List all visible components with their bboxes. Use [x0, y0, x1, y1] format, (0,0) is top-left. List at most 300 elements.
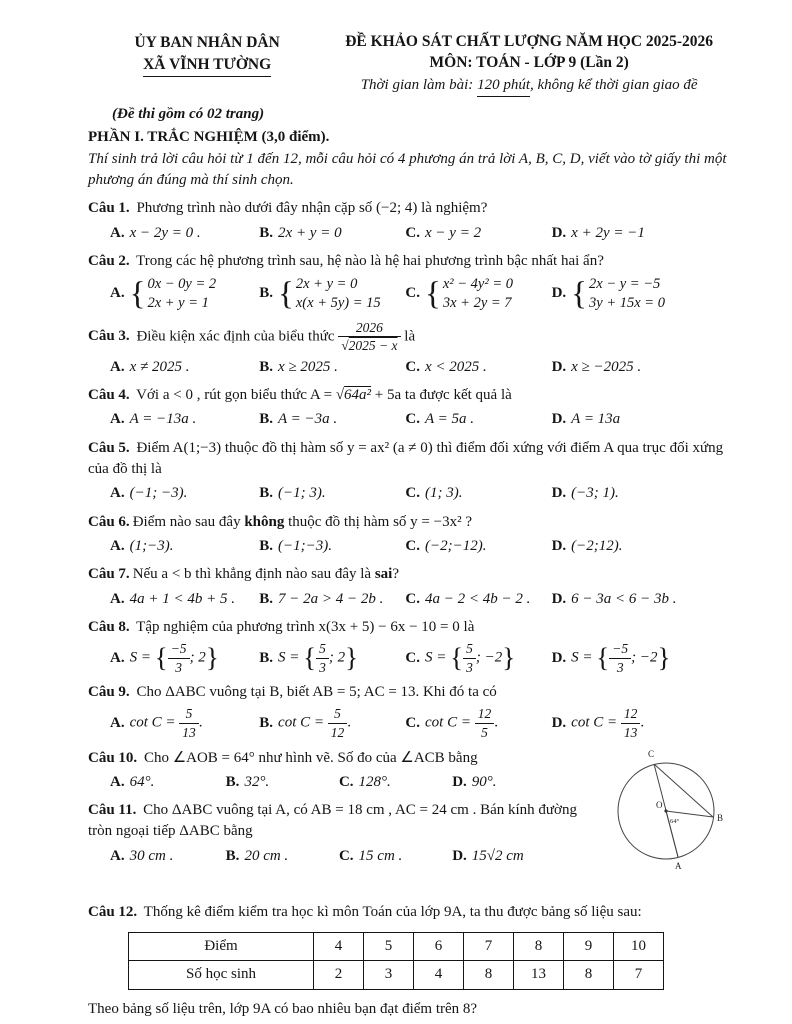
option-c	[405, 706, 551, 740]
question-1	[88, 198, 732, 244]
option-text: 20 cm .	[244, 847, 289, 864]
question-6-text-post: thuộc đồ thị hàm số y = −3x² ?	[284, 513, 473, 530]
duration-minutes: 120 phút	[477, 75, 530, 97]
count-cell: 8	[464, 961, 514, 989]
option-a	[110, 357, 259, 378]
option-a	[110, 275, 259, 313]
option-c	[339, 846, 452, 867]
question-9-text: Cho ΔABC vuông tại B, biết AB = 5; AC = 13. Khi đó ta có	[136, 684, 497, 701]
option-a	[110, 589, 259, 610]
option-text: (−1; −3).	[129, 485, 188, 502]
authority-line2	[88, 54, 326, 78]
option-text: A = −13a .	[129, 411, 197, 428]
system-line1: 2x + y = 0	[295, 276, 358, 293]
option-text: 4a + 1 < 4b + 5 .	[129, 590, 235, 607]
option-letter: C.	[338, 773, 354, 790]
radicand: 2025 − x	[348, 338, 398, 354]
option-text: 7 − 2a > 4 − 2b .	[278, 590, 384, 607]
option-text: (−3; 1).	[571, 485, 619, 502]
equation-system	[130, 275, 217, 313]
question-9	[88, 682, 732, 740]
question-11-options	[88, 846, 592, 867]
circle-figure	[606, 743, 732, 875]
system-line1: x² − 4y² = 0	[442, 276, 513, 293]
option-letter: B.	[259, 537, 274, 554]
question-4-text-pre: Với a < 0 , rút gọn biểu thức A =	[136, 387, 333, 404]
option-d	[552, 483, 732, 504]
option-letter: D.	[452, 773, 467, 790]
set-rest: ; 2	[328, 649, 346, 666]
option-letter: B.	[259, 411, 274, 428]
brace-icon: }	[502, 642, 516, 673]
set-prefix: S =	[278, 649, 300, 666]
fraction	[179, 706, 199, 740]
option-suffix: .	[347, 714, 351, 731]
question-9-options	[88, 706, 732, 740]
questions-10-11-column	[88, 741, 592, 882]
option-b	[259, 223, 405, 244]
option-a	[110, 641, 259, 675]
score-cell: 4	[314, 933, 364, 961]
set-prefix: S =	[571, 649, 593, 666]
option-d	[452, 846, 592, 867]
option-letter: A.	[110, 714, 125, 731]
question-4-stem	[88, 385, 732, 406]
equation-system	[278, 275, 381, 313]
option-letter: A.	[110, 649, 125, 666]
option-c	[405, 483, 551, 504]
question-8-stem	[88, 617, 732, 638]
option-letter: A.	[110, 590, 125, 607]
option-letter: B.	[225, 847, 240, 864]
option-letter: D.	[551, 411, 567, 428]
count-cell: 7	[614, 961, 664, 989]
cot-prefix: cot C =	[571, 714, 618, 731]
brace-icon: {	[303, 642, 317, 673]
exam-title-block	[326, 32, 732, 97]
question-3-stem	[88, 320, 732, 354]
question-12-label: Câu 12.	[88, 903, 138, 920]
issuing-authority	[88, 32, 326, 97]
fraction-numerator: −5	[168, 641, 190, 659]
score-table	[128, 932, 664, 990]
count-row-header: Số học sinh	[129, 961, 314, 989]
fraction	[328, 706, 348, 740]
option-a	[110, 772, 226, 793]
option-b	[226, 772, 339, 793]
part-title: PHẦN I. TRẮC NGHIỆM (3,0 điểm).	[88, 129, 330, 146]
fraction-denominator: 3	[319, 659, 326, 675]
score-table-row-scores	[129, 933, 664, 961]
authority-line1: ỦY BAN NHÂN DÂN	[134, 34, 280, 51]
question-1-text: Phương trình nào dưới đây nhận cặp số (−2; 4) là nghiệm?	[136, 200, 488, 217]
option-b	[259, 275, 405, 313]
brace-icon: {	[571, 275, 588, 312]
option-b	[259, 483, 405, 504]
option-letter: D.	[551, 485, 567, 502]
option-letter: D.	[551, 224, 567, 241]
question-11-text: Cho ΔABC vuông tại A, có AB = 18 cm , AC = 24 cm . Bán kính đường tròn ngoại tiếp ΔABC bằng	[88, 802, 577, 840]
question-7-emphasis: sai	[374, 566, 393, 583]
question-10-text: Cho ∠AOB = 64° như hình vẽ. Số đo của ∠ACB bằng	[143, 749, 478, 766]
option-letter: C.	[405, 224, 421, 241]
question-8-label: Câu 8.	[88, 618, 130, 635]
sqrt-expression	[336, 387, 371, 403]
count-cell: 8	[564, 961, 614, 989]
pages-note: (Đề thi gồm có 02 trang)	[112, 106, 265, 123]
fraction-denominator: 3	[466, 659, 473, 675]
option-text: 90°.	[471, 773, 497, 790]
option-c	[405, 409, 551, 430]
option-letter: B.	[259, 714, 274, 731]
system-line2: 2x + y = 1	[147, 295, 209, 312]
option-b	[259, 536, 405, 557]
fraction-denominator: 13	[182, 725, 196, 740]
option-letter: C.	[405, 485, 421, 502]
score-cell: 6	[414, 933, 464, 961]
circle-figure-container	[592, 741, 732, 882]
option-a	[110, 706, 259, 740]
option-text: 2x + y = 0	[278, 224, 342, 241]
question-3-text-pre: Điều kiện xác định của biểu thức	[136, 328, 335, 345]
option-c	[405, 275, 551, 313]
duration-pre: Thời gian làm bài:	[360, 76, 478, 93]
set-prefix: S =	[425, 649, 447, 666]
question-3-label: Câu 3.	[88, 328, 130, 345]
option-d	[552, 641, 732, 675]
option-d	[552, 589, 732, 610]
duration-post: , không kể thời gian giao đề	[529, 76, 698, 93]
question-1-stem	[88, 198, 732, 219]
option-text: (−1; 3).	[278, 485, 326, 502]
question-1-label: Câu 1.	[88, 200, 130, 217]
option-b	[226, 846, 339, 867]
fraction-numerator: 2026	[338, 320, 400, 338]
figure-point-a: A	[675, 860, 682, 871]
system-line2: x(x + 5y) = 15	[295, 295, 381, 312]
count-cell: 3	[364, 961, 414, 989]
brace-icon: {	[278, 275, 294, 312]
option-letter: A.	[110, 358, 125, 375]
sqrt-icon: √	[341, 338, 349, 354]
exam-duration	[326, 75, 732, 97]
fraction-numerator: 5	[328, 706, 348, 724]
score-cell: 5	[364, 933, 414, 961]
option-text: 15 cm .	[358, 847, 403, 864]
fraction	[338, 320, 400, 354]
option-letter: B.	[259, 590, 274, 607]
fraction	[475, 706, 495, 740]
fraction	[168, 641, 190, 675]
score-table-row-counts	[129, 961, 664, 989]
brace-icon: {	[425, 275, 441, 312]
option-c	[339, 772, 452, 793]
system-line1: 0x − 0y = 2	[147, 276, 217, 293]
count-cell: 2	[314, 961, 364, 989]
option-text: 15√2 cm	[471, 847, 524, 864]
count-cell: 13	[514, 961, 564, 989]
question-7-text-post: ?	[392, 566, 400, 583]
score-row-header: Điểm	[129, 933, 314, 961]
option-text: x − y = 2	[425, 224, 482, 241]
question-11	[88, 800, 592, 867]
fraction-numerator: 5	[463, 641, 476, 659]
question-7-label: Câu 7.	[88, 566, 130, 583]
question-9-stem	[88, 682, 732, 703]
option-text: (−2;12).	[571, 537, 623, 554]
option-letter: C.	[405, 411, 421, 428]
figure-point-o: O	[656, 799, 663, 810]
question-6-emphasis: không	[244, 513, 285, 530]
cot-prefix: cot C =	[129, 714, 176, 731]
option-letter: B.	[259, 485, 274, 502]
question-7-text-pre: Nếu a < b thì khẳng định nào sau đây là	[132, 566, 375, 583]
option-text: x ≥ 2025 .	[278, 358, 338, 375]
option-text: (−2;−12).	[425, 537, 487, 554]
option-letter: A.	[110, 537, 125, 554]
question-5-stem	[88, 438, 732, 481]
option-text: (1;−3).	[129, 537, 174, 554]
question-10-stem	[88, 748, 592, 769]
fraction-denominator: 3	[175, 659, 182, 675]
option-letter: A.	[110, 485, 125, 502]
option-d	[452, 772, 592, 793]
option-text: 4a − 2 < 4b − 2 .	[425, 590, 531, 607]
option-b	[259, 409, 405, 430]
count-cell: 4	[414, 961, 464, 989]
question-12-text: Thống kê điểm kiểm tra học kì môn Toán của lớp 9A, ta thu được bảng số liệu sau:	[143, 903, 642, 920]
fraction-numerator: 12	[475, 706, 495, 724]
option-text: x + 2y = −1	[571, 224, 645, 241]
fraction	[609, 641, 631, 675]
questions-10-11-row	[88, 741, 732, 882]
option-letter: C.	[405, 358, 421, 375]
score-cell: 8	[514, 933, 564, 961]
option-d	[552, 223, 732, 244]
authority-line2-text: XÃ VĨNH TƯỜNG	[143, 54, 271, 78]
option-letter: A.	[110, 224, 125, 241]
option-letter: D.	[551, 590, 567, 607]
set-rest: ; 2	[189, 649, 206, 666]
question-2-label: Câu 2.	[88, 252, 130, 269]
option-letter: A.	[110, 773, 125, 790]
option-d	[552, 706, 732, 740]
question-3-text-post: là	[404, 328, 416, 345]
option-d	[552, 357, 732, 378]
question-2-options	[88, 275, 732, 313]
option-d	[552, 275, 732, 313]
question-7	[88, 564, 732, 610]
option-text: 64°.	[129, 773, 155, 790]
option-letter: B.	[225, 773, 240, 790]
question-6-options	[88, 536, 732, 557]
option-text: 30 cm .	[129, 847, 174, 864]
option-a	[110, 223, 259, 244]
question-8-options	[88, 641, 732, 675]
option-letter: D.	[551, 649, 567, 666]
question-7-stem	[88, 564, 732, 585]
brace-icon: }	[205, 642, 219, 673]
option-text: x < 2025 .	[425, 358, 487, 375]
option-text: x ≠ 2025 .	[129, 358, 190, 375]
figure-angle-label: 64°	[670, 817, 680, 825]
fraction	[463, 641, 476, 675]
option-text: x ≥ −2025 .	[571, 358, 642, 375]
question-6	[88, 512, 732, 558]
option-c	[405, 589, 551, 610]
radicand: 64a²	[344, 387, 372, 404]
set-prefix: S =	[129, 649, 151, 666]
fraction-numerator: 5	[316, 641, 329, 659]
equation-system	[571, 275, 665, 313]
exam-title: ĐỀ KHẢO SÁT CHẤT LƯỢNG NĂM HỌC 2025-2026	[345, 33, 714, 50]
option-letter: B.	[259, 285, 274, 302]
score-cell: 7	[464, 933, 514, 961]
option-letter: A.	[110, 285, 125, 302]
fraction-denominator: 13	[623, 725, 638, 740]
option-c	[405, 223, 551, 244]
option-letter: A.	[110, 847, 125, 864]
option-d	[552, 409, 732, 430]
brace-icon: {	[596, 642, 610, 673]
option-letter: B.	[259, 649, 274, 666]
option-text: A = −3a .	[278, 411, 338, 428]
option-letter: C.	[338, 847, 354, 864]
exam-subject: MÔN: TOÁN - LỚP 9 (Lần 2)	[429, 53, 629, 71]
system-line1: 2x − y = −5	[589, 276, 661, 293]
fraction	[316, 641, 329, 675]
question-12-stem	[88, 902, 732, 923]
question-10-label: Câu 10.	[88, 749, 138, 766]
option-text: 128°.	[358, 773, 391, 790]
cot-prefix: cot C =	[425, 714, 471, 731]
option-suffix: .	[198, 714, 203, 731]
option-letter: D.	[452, 847, 467, 864]
question-4-label: Câu 4.	[88, 387, 130, 404]
option-letter: C.	[405, 285, 421, 302]
option-a	[110, 483, 259, 504]
option-letter: B.	[259, 224, 274, 241]
question-10	[88, 748, 592, 794]
option-letter: C.	[405, 537, 421, 554]
option-text: 6 − 3a < 6 − 3b .	[571, 590, 677, 607]
fraction-denominator: 3	[616, 659, 624, 675]
option-a	[110, 409, 259, 430]
fraction-numerator: 12	[621, 706, 641, 724]
option-suffix: .	[494, 714, 498, 731]
option-b	[259, 641, 405, 675]
question-8	[88, 617, 732, 675]
question-6-stem	[88, 512, 732, 533]
figure-point-c: C	[648, 748, 655, 759]
score-cell: 10	[614, 933, 664, 961]
option-letter: B.	[259, 358, 274, 375]
option-c	[405, 357, 551, 378]
question-11-label: Câu 11.	[88, 802, 137, 819]
fraction-denominator: 5	[481, 725, 488, 740]
option-c	[405, 536, 551, 557]
question-12	[88, 902, 732, 1020]
question-9-label: Câu 9.	[88, 684, 130, 701]
question-1-options	[88, 223, 732, 244]
option-b	[259, 706, 405, 740]
question-2-text: Trong các hệ phương trình sau, hệ nào là hệ hai phương trình bậc nhất hai ẩn?	[136, 252, 604, 269]
option-text: A = 13a	[571, 411, 621, 428]
fraction-denominator: 12	[330, 725, 345, 740]
option-letter: D.	[551, 714, 567, 731]
cot-prefix: cot C =	[278, 714, 324, 731]
option-letter: A.	[110, 411, 125, 428]
brace-icon: {	[450, 642, 464, 673]
question-6-label: Câu 6.	[88, 513, 130, 530]
option-b	[259, 589, 405, 610]
system-line2: 3x + 2y = 7	[442, 295, 512, 312]
option-letter: D.	[551, 358, 567, 375]
fraction	[621, 706, 641, 740]
question-4-options	[88, 409, 732, 430]
question-4-text-post: + 5a ta được kết quả là	[374, 387, 512, 404]
system-line2: 3y + 15x = 0	[589, 295, 665, 312]
score-cell: 9	[564, 933, 614, 961]
option-text: (1; 3).	[425, 485, 463, 502]
question-10-options	[88, 772, 592, 793]
option-b	[259, 357, 405, 378]
option-letter: D.	[551, 285, 567, 302]
option-d	[552, 536, 732, 557]
question-8-text: Tập nghiệm của phương trình x(3x + 5) − 6x − 10 = 0 là	[136, 618, 475, 635]
brace-icon: }	[657, 642, 671, 673]
question-7-options	[88, 589, 732, 610]
fraction-numerator: −5	[609, 641, 631, 659]
equation-system	[425, 275, 513, 313]
header	[88, 32, 732, 97]
question-5-label: Câu 5.	[88, 439, 130, 456]
figure-point-b: B	[717, 812, 724, 823]
set-rest: ; −2	[631, 649, 658, 666]
option-a	[110, 846, 226, 867]
set-rest: ; −2	[475, 649, 503, 666]
option-suffix: .	[640, 714, 645, 731]
option-text: A = 5a .	[425, 411, 475, 428]
question-2-stem	[88, 251, 732, 272]
question-5	[88, 438, 732, 505]
sqrt-icon: √	[335, 387, 345, 404]
fraction-denominator	[338, 337, 400, 354]
brace-icon: {	[154, 642, 168, 673]
option-a	[110, 536, 259, 557]
question-3	[88, 320, 732, 378]
option-text: (−1;−3).	[278, 537, 333, 554]
question-2	[88, 251, 732, 313]
option-letter: C.	[405, 649, 421, 666]
question-5-text: Điểm A(1;−3) thuộc đồ thị hàm số y = ax² (a ≠ 0) thì điểm đối xứng với điểm A qua trục đối xứng của đồ thị là	[88, 439, 724, 478]
option-letter: D.	[551, 537, 567, 554]
question-4	[88, 385, 732, 431]
question-12-footer: Theo bảng số liệu trên, lớp 9A có bao nhiêu bạn đạt điểm trên 8?	[88, 1000, 478, 1017]
question-5-options	[88, 483, 732, 504]
brace-icon: }	[345, 642, 359, 673]
question-11-stem	[88, 800, 592, 843]
option-text: x − 2y = 0 .	[129, 224, 201, 241]
instructions: Thí sinh trả lời câu hỏi từ 1 đến 12, mỗi câu hỏi có 4 phương án trả lời A, B, C, D, viết vào tờ giấy thi một phương án đúng mà thí sinh chọn.	[88, 150, 727, 188]
option-c	[405, 641, 551, 675]
question-6-text-pre: Điểm nào sau đây	[132, 513, 245, 530]
option-letter: C.	[405, 590, 421, 607]
option-letter: C.	[405, 714, 421, 731]
fraction-numerator: 5	[179, 706, 199, 724]
question-3-options	[88, 357, 732, 378]
brace-icon: {	[129, 275, 146, 312]
